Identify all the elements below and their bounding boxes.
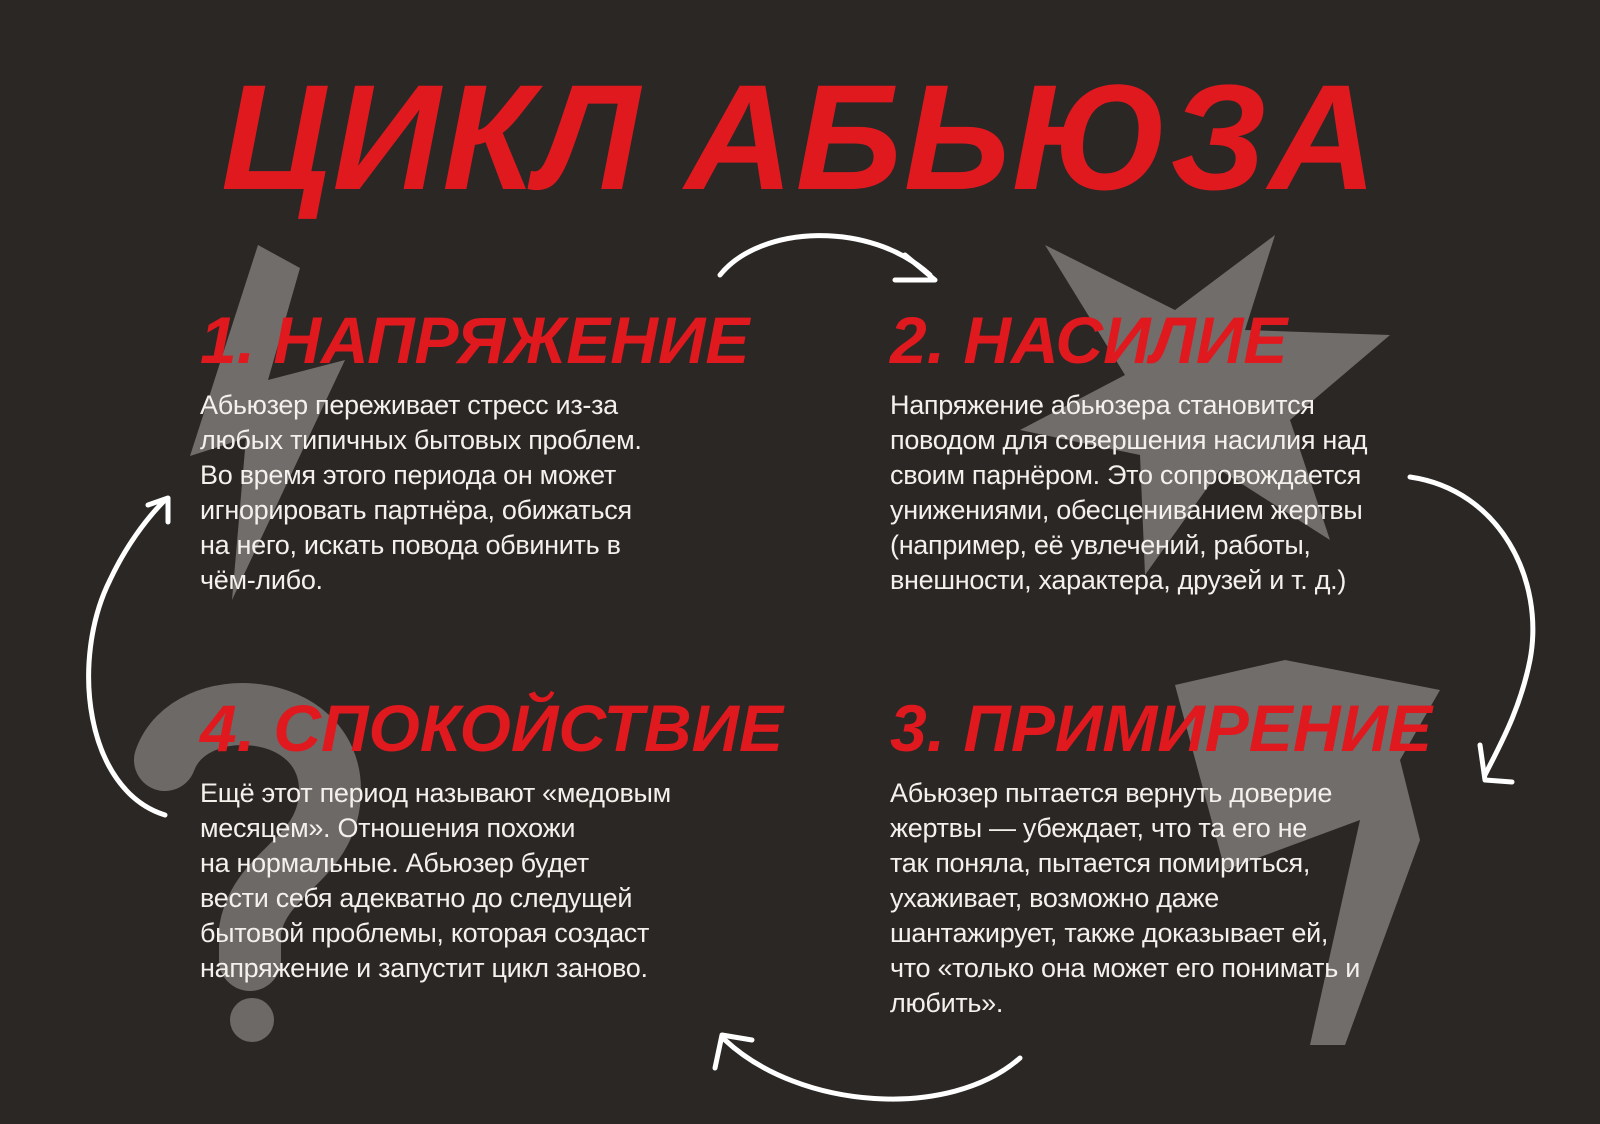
phase-description: Ещё этот период называют «медовым месяцем». Отношения похожи на нормальные. Абьюзер будет вести себя адекватно до следущей бытовой проблемы, которая создаст напряжение и запустит цикл заново. bbox=[200, 778, 671, 983]
phase-heading: 1. НАПРЯЖЕНИЕ bbox=[200, 303, 750, 377]
phase-heading: 4. СПОКОЙСТВИЕ bbox=[200, 691, 783, 765]
page-title: ЦИКЛ АБЬЮЗА bbox=[221, 53, 1379, 221]
phase-description: Напряжение абьюзера становится поводом для совершения насилия над своим парнёром. Это сопровождается унижениями, обесцениванием жертвы (например, её увлечений, работы, внешности, характера, друзей и т. д.) bbox=[890, 390, 1368, 595]
phase-heading: 3. ПРИМИРЕНИЕ bbox=[890, 691, 1432, 765]
phase-heading: 2. НАСИЛИЕ bbox=[890, 303, 1288, 377]
phase-description: Абьюзер пытается вернуть доверие жертвы — убеждает, что та его не так поняла, пытается помириться, ухаживает, возможно даже шантажирует, также доказывает ей, что «только она может его понимать и любить». bbox=[890, 778, 1360, 1018]
phase-calm bbox=[200, 690, 783, 986]
phase-reconciliation bbox=[890, 690, 1432, 1021]
phase-tension bbox=[200, 302, 749, 598]
phase-violence bbox=[890, 302, 1367, 598]
phase-description: Абьюзер переживает стресс из-за любых типичных бытовых проблем. Во время этого периода он может игнорировать партнёра, обижаться на него, искать повода обвинить в чём-либо. bbox=[200, 390, 642, 595]
